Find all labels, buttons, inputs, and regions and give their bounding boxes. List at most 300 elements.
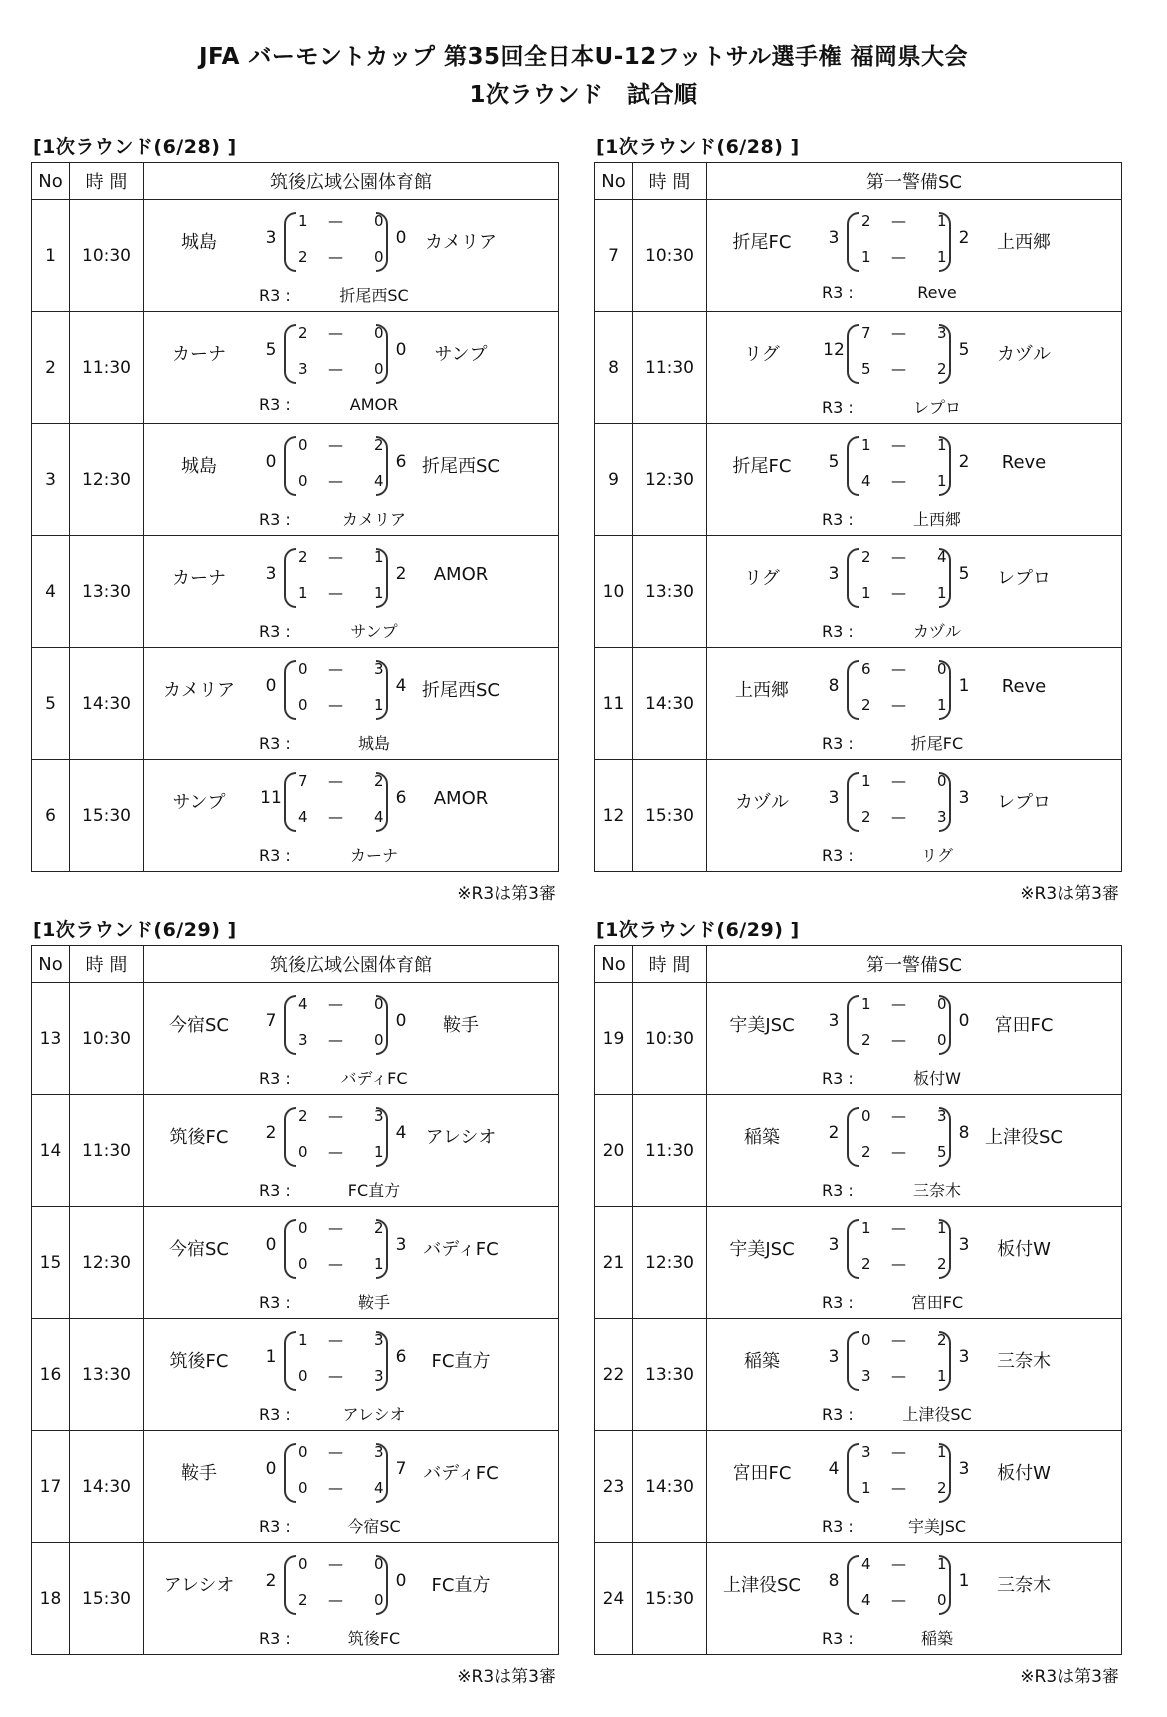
half-home-goals: 7 (861, 324, 871, 342)
home-total-score: 7 (265, 1011, 277, 1031)
half-home-goals: 2 (298, 324, 308, 342)
r3-label: R3 : (822, 1069, 854, 1088)
match-cell (707, 760, 1122, 872)
half-home-goals: 2 (298, 548, 308, 566)
match-cell (144, 1207, 559, 1319)
third-referee (822, 1402, 1002, 1425)
home-total-score: 0 (265, 676, 277, 696)
score-dash: — (891, 1255, 906, 1273)
away-team: 宮田FC (994, 1015, 1054, 1036)
header-time: 時 間 (633, 946, 707, 983)
away-total-score: 6 (395, 788, 407, 808)
home-total-score: 3 (828, 228, 840, 248)
away-total-score: 4 (395, 676, 407, 696)
third-referee (822, 1066, 1002, 1089)
home-team: 城島 (181, 456, 217, 477)
match-time: 15:30 (633, 760, 707, 872)
away-total-score: 0 (395, 1011, 407, 1031)
away-total-score: 3 (395, 1235, 407, 1255)
third-referee (822, 843, 1002, 866)
document-subtitle: 1次ラウンド 試合順 (469, 82, 698, 108)
score-dash: — (891, 772, 906, 790)
away-total-score: 7 (395, 1459, 407, 1479)
match-number: 14 (32, 1095, 70, 1207)
match-cell (707, 424, 1122, 536)
home-team: カヅル (735, 792, 789, 813)
half-away-goals: 0 (374, 360, 384, 378)
second-half-score (288, 1031, 388, 1051)
second-half-score (288, 472, 388, 492)
away-total-score: 3 (958, 788, 970, 808)
match-number: 15 (32, 1207, 70, 1319)
away-total-score: 1 (958, 676, 970, 696)
half-home-goals: 2 (861, 1031, 871, 1049)
match-row (32, 760, 559, 872)
round-label: [1次ラウンド(6/28) ] (33, 136, 237, 158)
first-half-score (851, 772, 951, 792)
first-half-score (851, 660, 951, 680)
first-half-score (288, 436, 388, 456)
header-time: 時 間 (633, 163, 707, 200)
score-dash: — (891, 436, 906, 454)
home-total-score: 3 (828, 1235, 840, 1255)
half-away-goals: 2 (937, 1331, 947, 1349)
score-dash: — (328, 548, 343, 566)
second-half-score (851, 472, 951, 492)
score-dash: — (328, 1219, 343, 1237)
away-team: レプロ (997, 568, 1051, 589)
half-away-goals: 3 (374, 1443, 384, 1461)
first-half-score (851, 1107, 951, 1127)
third-referee (259, 619, 439, 642)
r3-label: R3 : (259, 1069, 291, 1088)
home-total-score: 3 (265, 564, 277, 584)
half-home-goals: 7 (298, 772, 308, 790)
header-row (32, 163, 559, 200)
round-label: [1次ラウンド(6/29) ] (596, 919, 800, 941)
match-row (32, 536, 559, 648)
match-number: 16 (32, 1319, 70, 1431)
half-home-goals: 0 (298, 1255, 308, 1273)
r3-team: 筑後FC (347, 1629, 401, 1648)
round-label: [1次ラウンド(6/29) ] (33, 919, 237, 941)
first-half-score (288, 772, 388, 792)
score-dash: — (328, 1591, 343, 1609)
home-team: 城島 (181, 232, 217, 253)
match-cell (707, 648, 1122, 760)
match-time: 10:30 (70, 983, 144, 1095)
match-cell (707, 983, 1122, 1095)
match-time: 10:30 (633, 983, 707, 1095)
score-dash: — (891, 660, 906, 678)
second-half-score (851, 1479, 951, 1499)
match-number: 3 (32, 424, 70, 536)
score-dash: — (328, 1443, 343, 1461)
home-team: 宇美JSC (729, 1239, 795, 1260)
score-dash: — (891, 1107, 906, 1125)
home-total-score: 8 (828, 1571, 840, 1591)
match-number: 7 (595, 200, 633, 312)
away-total-score: 2 (958, 452, 970, 472)
second-half-score (288, 584, 388, 604)
away-total-score: 0 (395, 340, 407, 360)
score-dash: — (328, 436, 343, 454)
half-away-goals: 1 (374, 548, 384, 566)
match-time: 15:30 (70, 1543, 144, 1655)
r3-team: Reve (917, 283, 957, 302)
second-half-score (288, 360, 388, 380)
match-row (32, 1431, 559, 1543)
half-home-goals: 3 (298, 360, 308, 378)
match-time: 12:30 (70, 1207, 144, 1319)
half-home-goals: 3 (861, 1367, 871, 1385)
half-away-goals: 1 (937, 1443, 947, 1461)
score-dash: — (891, 212, 906, 230)
score-dash: — (891, 248, 906, 266)
r3-team: AMOR (349, 395, 399, 414)
half-home-goals: 0 (861, 1107, 871, 1125)
half-home-goals: 0 (861, 1331, 871, 1349)
home-team: 筑後FC (169, 1351, 229, 1372)
away-team: Reve (1001, 452, 1047, 473)
home-total-score: 5 (265, 340, 277, 360)
second-half-score (851, 1255, 951, 1275)
third-referee (259, 843, 439, 866)
home-total-score: 0 (265, 1235, 277, 1255)
match-number: 19 (595, 983, 633, 1095)
r3-footnote: ※R3は第3審 (1020, 1667, 1119, 1687)
home-team: カーナ (172, 344, 226, 365)
match-time: 15:30 (633, 1543, 707, 1655)
half-away-goals: 1 (374, 584, 384, 602)
half-home-goals: 1 (861, 584, 871, 602)
half-away-goals: 1 (937, 1219, 947, 1237)
home-total-score: 11 (260, 788, 282, 808)
r3-team: カヅル (912, 622, 961, 641)
second-half-score (851, 808, 951, 828)
second-half-score (288, 1591, 388, 1611)
r3-label: R3 : (822, 846, 854, 865)
score-dash: — (891, 1031, 906, 1049)
match-time: 13:30 (70, 536, 144, 648)
match-time: 11:30 (633, 312, 707, 424)
away-team: アレシオ (425, 1127, 497, 1148)
match-time: 13:30 (633, 536, 707, 648)
away-team: AMOR (433, 564, 489, 585)
half-away-goals: 1 (937, 472, 947, 490)
match-cell (144, 648, 559, 760)
match-row (595, 983, 1122, 1095)
half-home-goals: 1 (861, 995, 871, 1013)
half-home-goals: 0 (298, 1143, 308, 1161)
first-half-score (288, 1443, 388, 1463)
half-away-goals: 2 (937, 360, 947, 378)
first-half-score (851, 436, 951, 456)
score-dash: — (328, 324, 343, 342)
home-team: リグ (744, 344, 780, 365)
half-away-goals: 1 (937, 436, 947, 454)
away-team: バディFC (423, 1239, 499, 1260)
half-away-goals: 0 (374, 212, 384, 230)
home-total-score: 2 (265, 1571, 277, 1591)
match-number: 10 (595, 536, 633, 648)
match-cell (707, 536, 1122, 648)
match-time: 14:30 (633, 648, 707, 760)
r3-label: R3 : (259, 846, 291, 865)
r3-label: R3 : (822, 283, 854, 302)
home-team: 宇美JSC (729, 1015, 795, 1036)
half-away-goals: 3 (374, 660, 384, 678)
score-dash: — (328, 212, 343, 230)
half-away-goals: 1 (937, 1367, 947, 1385)
home-team: 宮田FC (732, 1463, 792, 1484)
r3-footnote: ※R3は第3審 (457, 1667, 556, 1687)
r3-footnote: ※R3は第3審 (457, 884, 556, 904)
second-half-score (288, 1367, 388, 1387)
match-cell (144, 1543, 559, 1655)
home-team: サンプ (172, 792, 226, 813)
match-cell (707, 1543, 1122, 1655)
half-home-goals: 0 (298, 1219, 308, 1237)
score-dash: — (328, 1555, 343, 1573)
match-row (595, 1095, 1122, 1207)
home-total-score: 0 (265, 452, 277, 472)
third-referee (259, 731, 439, 754)
away-team: 上津役SC (985, 1127, 1063, 1148)
half-away-goals: 1 (937, 212, 947, 230)
r3-team: 板付W (913, 1069, 961, 1088)
home-team: 今宿SC (169, 1015, 229, 1036)
header-venue: 第一警備SC (707, 163, 1122, 200)
second-half-score (288, 1255, 388, 1275)
header-no: No (595, 946, 633, 983)
home-team: 稲築 (744, 1127, 780, 1148)
match-row (32, 1543, 559, 1655)
header-venue: 筑後広域公園体育館 (144, 946, 559, 983)
away-total-score: 5 (958, 340, 970, 360)
home-team: 筑後FC (169, 1127, 229, 1148)
match-cell (707, 312, 1122, 424)
r3-label: R3 : (259, 510, 291, 529)
away-total-score: 0 (395, 228, 407, 248)
away-team: 三奈木 (997, 1351, 1051, 1372)
away-total-score: 8 (958, 1123, 970, 1143)
half-away-goals: 0 (374, 1031, 384, 1049)
match-time: 10:30 (70, 200, 144, 312)
first-half-score (851, 1219, 951, 1239)
match-number: 12 (595, 760, 633, 872)
match-cell (707, 200, 1122, 312)
match-row (595, 424, 1122, 536)
away-total-score: 5 (958, 564, 970, 584)
r3-team: レプロ (912, 398, 961, 417)
half-away-goals: 4 (374, 808, 384, 826)
score-dash: — (891, 1555, 906, 1573)
r3-team: FC直方 (347, 1181, 401, 1200)
match-row (32, 1319, 559, 1431)
score-dash: — (328, 472, 343, 490)
r3-label: R3 : (259, 1517, 291, 1536)
half-away-goals: 4 (937, 548, 947, 566)
r3-label: R3 : (822, 734, 854, 753)
home-total-score: 12 (823, 340, 845, 360)
half-home-goals: 1 (861, 772, 871, 790)
r3-label: R3 : (259, 1181, 291, 1200)
score-dash: — (891, 1143, 906, 1161)
half-away-goals: 3 (374, 1367, 384, 1385)
home-total-score: 3 (828, 1011, 840, 1031)
score-dash: — (891, 324, 906, 342)
header-row (595, 163, 1122, 200)
home-total-score: 3 (828, 1347, 840, 1367)
away-team: 板付W (997, 1239, 1051, 1260)
half-away-goals: 2 (937, 1479, 947, 1497)
match-time: 12:30 (70, 424, 144, 536)
score-dash: — (891, 584, 906, 602)
score-dash: — (328, 1479, 343, 1497)
r3-label: R3 : (822, 1405, 854, 1424)
match-time: 13:30 (633, 1319, 707, 1431)
r3-label: R3 : (822, 1293, 854, 1312)
match-number: 21 (595, 1207, 633, 1319)
r3-team: 稲築 (920, 1629, 953, 1648)
home-total-score: 1 (265, 1347, 277, 1367)
half-away-goals: 1 (937, 584, 947, 602)
third-referee (259, 1514, 439, 1537)
half-home-goals: 2 (861, 548, 871, 566)
half-home-goals: 1 (861, 1479, 871, 1497)
match-time: 11:30 (633, 1095, 707, 1207)
score-dash: — (328, 1031, 343, 1049)
half-away-goals: 3 (937, 324, 947, 342)
r3-team: バディFC (340, 1069, 408, 1088)
score-dash: — (328, 772, 343, 790)
third-referee (822, 507, 1002, 530)
match-time: 12:30 (633, 1207, 707, 1319)
away-total-score: 2 (395, 564, 407, 584)
r3-label: R3 : (259, 286, 291, 305)
away-team: AMOR (433, 788, 489, 809)
match-number: 23 (595, 1431, 633, 1543)
home-team: リグ (744, 568, 780, 589)
half-away-goals: 1 (374, 1143, 384, 1161)
first-half-score (288, 660, 388, 680)
first-half-score (288, 1331, 388, 1351)
half-home-goals: 0 (298, 1479, 308, 1497)
r3-team: 宇美JSC (907, 1517, 967, 1536)
half-away-goals: 1 (374, 696, 384, 714)
away-total-score: 6 (395, 452, 407, 472)
second-half-score (851, 1031, 951, 1051)
away-total-score: 4 (395, 1123, 407, 1143)
match-number: 17 (32, 1431, 70, 1543)
match-cell (707, 1207, 1122, 1319)
home-team: 折尾FC (732, 232, 792, 253)
second-half-score (851, 1367, 951, 1387)
half-away-goals: 3 (937, 808, 947, 826)
match-cell (144, 200, 559, 312)
second-half-score (851, 1143, 951, 1163)
away-team: レプロ (997, 792, 1051, 813)
away-total-score: 0 (958, 1011, 970, 1031)
half-home-goals: 2 (298, 1591, 308, 1609)
match-number: 22 (595, 1319, 633, 1431)
r3-label: R3 : (822, 1181, 854, 1200)
second-half-score (851, 1591, 951, 1611)
schedule-table (594, 162, 1122, 872)
home-team: カーナ (172, 568, 226, 589)
match-cell (707, 1095, 1122, 1207)
away-team: サンプ (434, 344, 488, 365)
half-away-goals: 0 (374, 248, 384, 266)
header-row (595, 946, 1122, 983)
third-referee (259, 283, 439, 306)
match-row (595, 312, 1122, 424)
match-cell (144, 312, 559, 424)
r3-label: R3 : (822, 510, 854, 529)
r3-team: カーナ (349, 846, 398, 865)
half-home-goals: 1 (861, 1219, 871, 1237)
r3-team: 上津役SC (902, 1405, 972, 1424)
away-team: 鞍手 (443, 1015, 479, 1036)
match-cell (144, 1095, 559, 1207)
half-away-goals: 2 (937, 1255, 947, 1273)
third-referee (259, 1178, 439, 1201)
half-away-goals: 0 (374, 995, 384, 1013)
score-dash: — (328, 696, 343, 714)
schedule-table (31, 945, 559, 1655)
score-dash: — (328, 1107, 343, 1125)
second-half-score (851, 248, 951, 268)
r3-team: サンプ (350, 622, 398, 641)
first-half-score (288, 1107, 388, 1127)
score-dash: — (328, 1143, 343, 1161)
half-away-goals: 1 (937, 696, 947, 714)
r3-team: 城島 (357, 734, 390, 753)
score-dash: — (891, 1331, 906, 1349)
half-away-goals: 0 (937, 1031, 947, 1049)
match-row (595, 536, 1122, 648)
away-team: カメリア (425, 232, 497, 253)
match-number: 4 (32, 536, 70, 648)
half-home-goals: 3 (298, 1031, 308, 1049)
r3-label: R3 : (822, 1629, 854, 1648)
third-referee (822, 1514, 1002, 1537)
r3-label: R3 : (259, 734, 291, 753)
header-venue: 筑後広域公園体育館 (144, 163, 559, 200)
round-label: [1次ラウンド(6/28) ] (596, 136, 800, 158)
home-total-score: 4 (828, 1459, 840, 1479)
header-time: 時 間 (70, 946, 144, 983)
match-time: 11:30 (70, 1095, 144, 1207)
first-half-score (288, 212, 388, 232)
r3-team: アレシオ (342, 1405, 406, 1424)
third-referee (822, 1290, 1002, 1313)
half-home-goals: 4 (298, 995, 308, 1013)
score-dash: — (891, 360, 906, 378)
half-home-goals: 0 (298, 696, 308, 714)
half-away-goals: 4 (374, 1479, 384, 1497)
home-total-score: 2 (265, 1123, 277, 1143)
match-time: 14:30 (70, 1431, 144, 1543)
half-home-goals: 1 (298, 1331, 308, 1349)
match-number: 6 (32, 760, 70, 872)
score-dash: — (328, 1255, 343, 1273)
first-half-score (288, 1219, 388, 1239)
score-dash: — (328, 808, 343, 826)
away-team: 上西郷 (997, 232, 1051, 253)
home-team: 上西郷 (735, 680, 789, 701)
